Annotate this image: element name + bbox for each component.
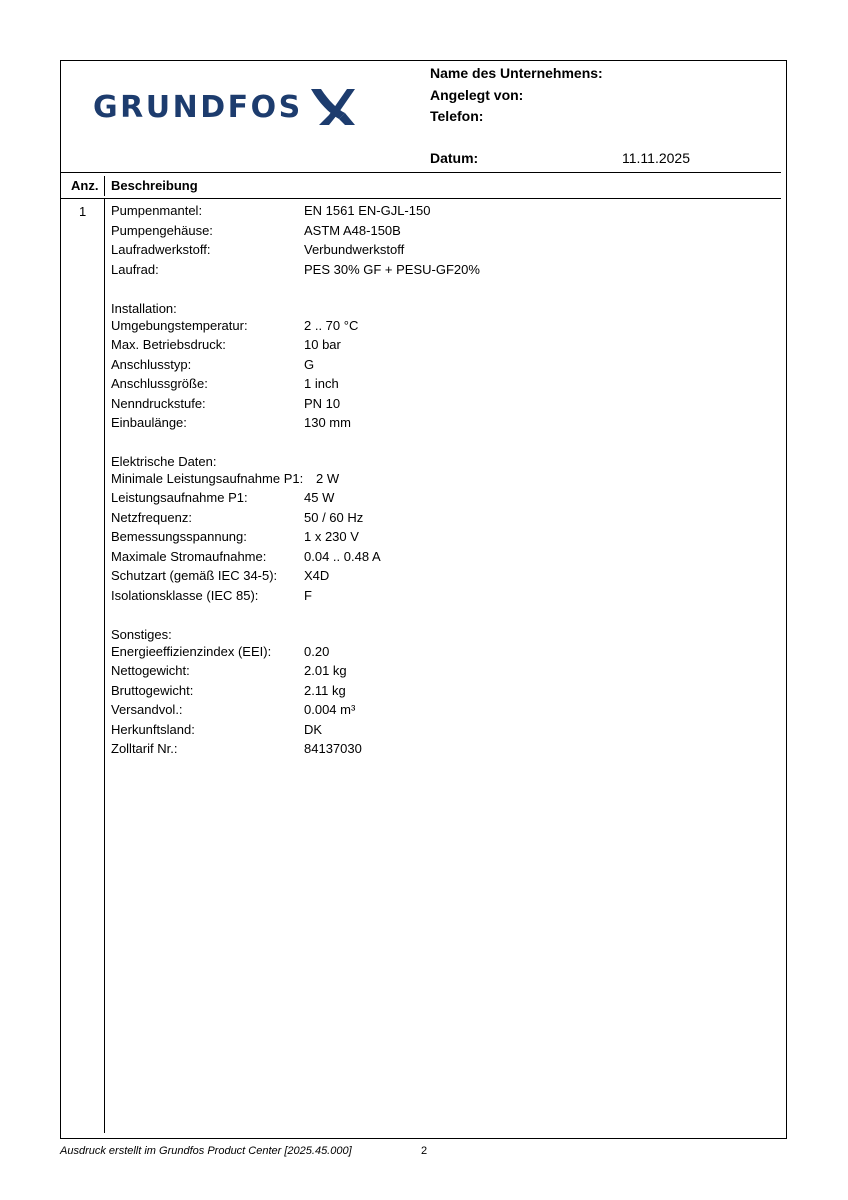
- spec-label: Einbaulänge:: [111, 415, 187, 430]
- date-label: Datum:: [430, 150, 479, 166]
- section-heading-misc: Sonstiges:: [111, 627, 172, 642]
- spec-label: Energieeffizienzindex (EEI):: [111, 644, 272, 659]
- spec-label: Nettogewicht:: [111, 663, 190, 678]
- spec-label: Max. Betriebsdruck:: [111, 337, 226, 352]
- spec-value: 0.004 m³: [304, 702, 356, 717]
- spec-label: Bemessungsspannung:: [111, 529, 247, 544]
- spec-value: 0.20: [304, 644, 330, 659]
- table-header-divider: [61, 198, 781, 199]
- spec-label: Pumpengehäuse:: [111, 223, 213, 238]
- spec-value: 1 inch: [304, 376, 339, 391]
- spec-value: 1 x 230 V: [304, 529, 359, 544]
- spec-label: Netzfrequenz:: [111, 510, 192, 525]
- page-number: 2: [421, 1145, 428, 1157]
- created-by-label: Angelegt von:: [430, 87, 524, 103]
- company-name-label: Name des Unternehmens:: [430, 65, 603, 81]
- spec-label: Leistungsaufnahme P1:: [111, 490, 248, 505]
- spec-label: Zolltarif Nr.:: [111, 741, 178, 756]
- spec-value: F: [304, 588, 312, 603]
- quantity-value: 1: [79, 204, 87, 219]
- header-column-divider: [104, 176, 105, 196]
- spec-label: Minimale Leistungsaufnahme P1:: [111, 471, 304, 486]
- spec-value: 10 bar: [304, 337, 341, 352]
- spec-value: ASTM A48-150B: [304, 223, 401, 238]
- spec-label: Maximale Stromaufnahme:: [111, 549, 267, 564]
- spec-value: G: [304, 357, 315, 372]
- spec-value: 50 / 60 Hz: [304, 510, 364, 525]
- spec-label: Nenndruckstufe:: [111, 396, 206, 411]
- spec-label: Pumpenmantel:: [111, 203, 203, 218]
- column-divider: [104, 198, 105, 1133]
- header-divider: [61, 172, 781, 173]
- spec-value: 2 W: [316, 471, 340, 486]
- spec-value: 2.01 kg: [304, 663, 347, 678]
- date-value: 11.11.2025: [622, 150, 690, 166]
- phone-label: Telefon:: [430, 108, 484, 124]
- spec-label: Bruttogewicht:: [111, 683, 194, 698]
- spec-value: EN 1561 EN-GJL-150: [304, 203, 431, 218]
- spec-value: 130 mm: [304, 415, 351, 430]
- spec-value: X4D: [304, 568, 330, 583]
- grundfos-logo: [93, 85, 359, 129]
- spec-value: DK: [304, 722, 323, 737]
- spec-label: Schutzart (gemäß IEC 34-5):: [111, 568, 278, 583]
- spec-label: Laufradwerkstoff:: [111, 242, 211, 257]
- spec-value: PN 10: [304, 396, 341, 411]
- spec-value: 2.11 kg: [304, 683, 346, 698]
- spec-value: 45 W: [304, 490, 335, 505]
- spec-label: Versandvol.:: [111, 702, 183, 717]
- description-column-header: Beschreibung: [111, 178, 198, 193]
- spec-label: Laufrad:: [111, 262, 159, 277]
- spec-value: Verbundwerkstoff: [304, 242, 405, 257]
- footer-note: Ausdruck erstellt im Grundfos Product Center [2025.45.000]: [60, 1145, 352, 1157]
- qty-column-header: Anz.: [71, 178, 99, 193]
- spec-value: 2 .. 70 °C: [304, 318, 359, 333]
- spec-label: Herkunftsland:: [111, 722, 195, 737]
- spec-label: Anschlussgröße:: [111, 376, 208, 391]
- section-heading-installation: Installation:: [111, 301, 177, 316]
- spec-label: Anschlusstyp:: [111, 357, 192, 372]
- spec-value: PES 30% GF + PESU-GF20%: [304, 262, 480, 277]
- spec-label: Isolationsklasse (IEC 85):: [111, 588, 259, 603]
- grundfos-x-mark-icon: [309, 85, 359, 129]
- spec-value: 84137030: [304, 741, 362, 756]
- spec-value: 0.04 .. 0.48 A: [304, 549, 381, 564]
- logo-text: GRUNDFOS: [93, 89, 303, 125]
- section-heading-electrical: Elektrische Daten:: [111, 454, 217, 469]
- spec-label: Umgebungstemperatur:: [111, 318, 248, 333]
